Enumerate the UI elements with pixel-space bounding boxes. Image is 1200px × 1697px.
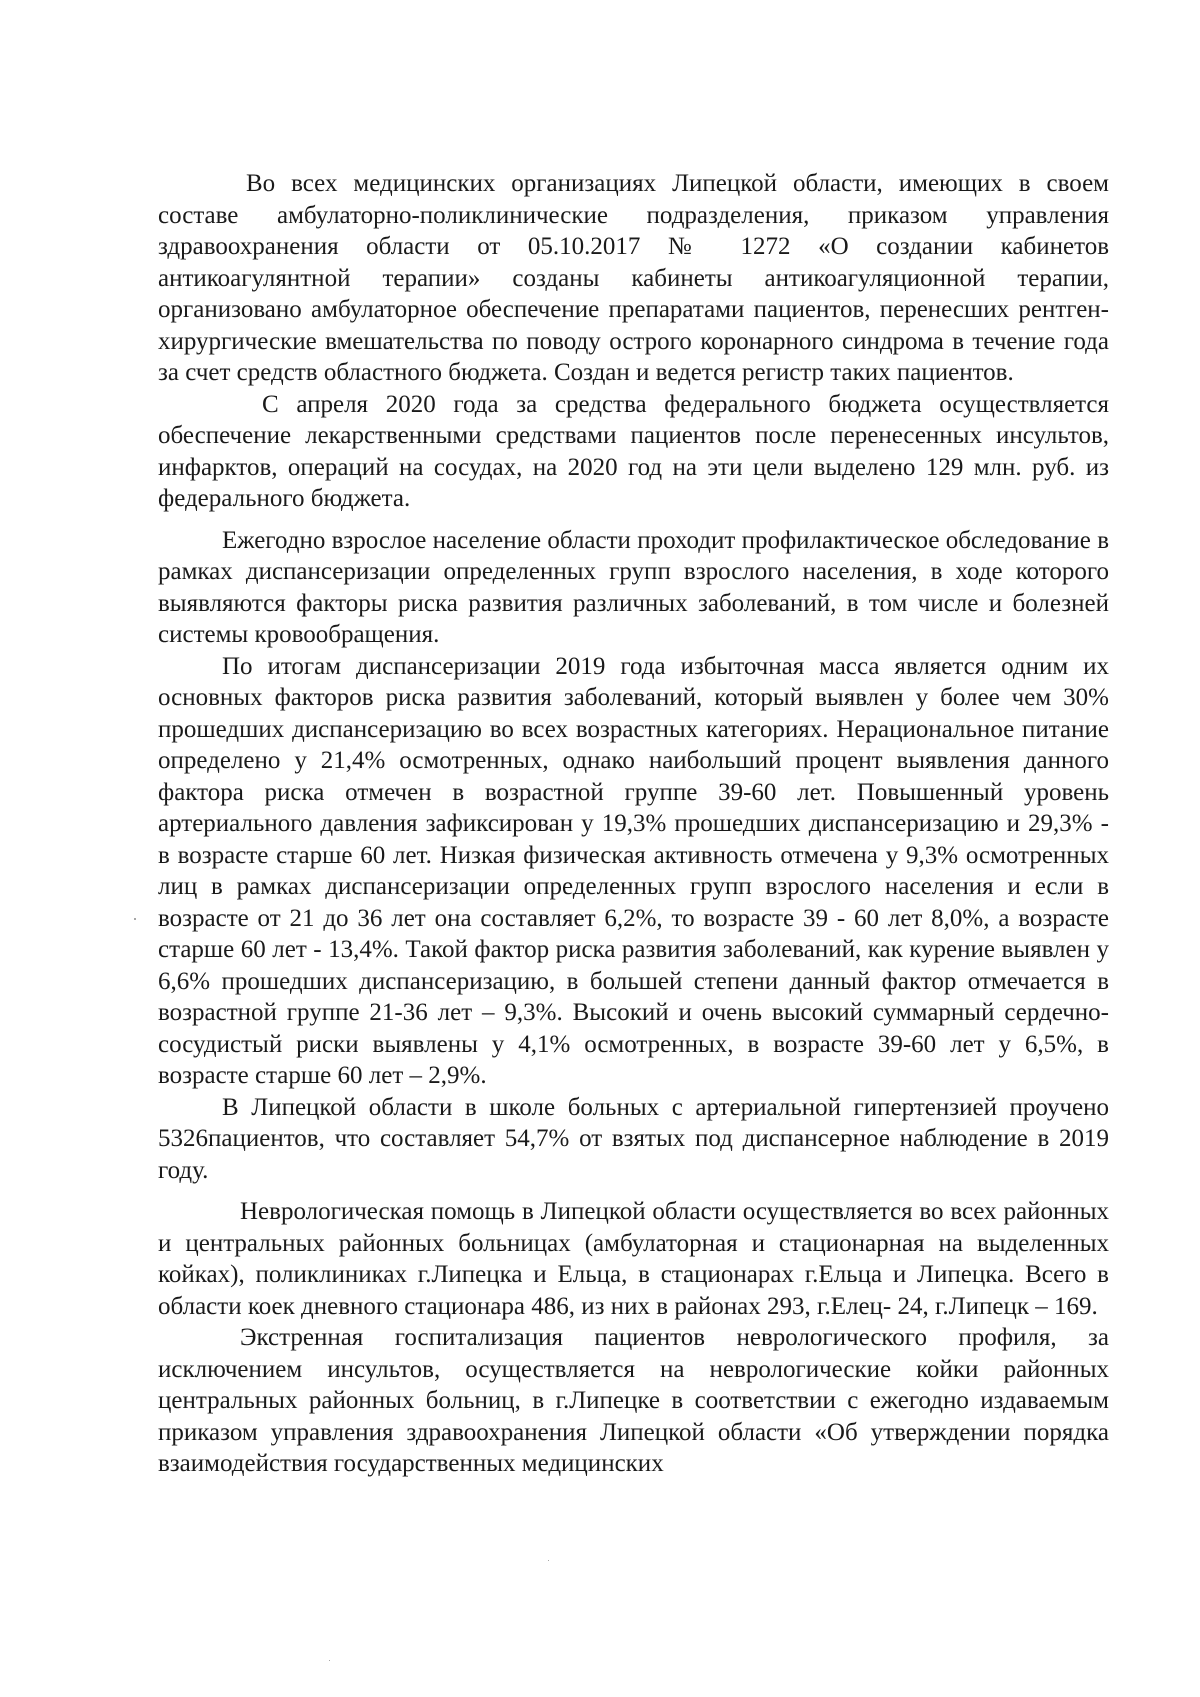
paragraph-federal-drug-supply: С апреля 2020 года за средства федерального бюджета осуществляется обеспечение лекарственными средствами пациентов после перенесенных инсультов, инфарктов, операций на сосудах, на 2020 год на эти цели выделено 129 млн. руб. из федерального бюджета. <box>158 390 1109 512</box>
paragraph-neurological-care: Неврологическая помощь в Липецкой области осуществляется во всех районных и центральных районных больницах (амбулаторная и стационарная на выделенных койках), поликлиниках г.Липецка и Ельца, в стационарах г.Ельца и Липецка. Всего в области коек дневного стационара 486, из них в районах 293, г.Елец- 24, г.Липецк – 169. <box>158 1198 1109 1320</box>
document-body <box>158 168 1109 1480</box>
scan-speck <box>329 1660 330 1661</box>
scan-speck <box>548 1560 549 1561</box>
paragraph-screening-results-2019: По итогам диспансеризации 2019 года избыточная масса является одним их основных факторов риска развития заболеваний, который выявлен у более чем 30% прошедших диспансеризацию во всех возрастных категориях. Нерациональное питание определено у 21,4% осмотренных, однако наибольший процент выявления данного фактора риска отмечен в возрастной группе 39-60 лет. Повышенный уровень артериального давления зафиксирован у 19,3% прошедших диспансеризацию и 29,3% - в возрасте старше 60 лет. Низкая физическая активность отмечена у 9,3% осмотренных лиц в рамках диспансеризации определенных групп взрослого населения и если в возрасте от 21 до 36 лет она составляет 6,2%, то возрасте 39 - 60 лет 8,0%, а возрасте старше 60 лет - 13,4%. Такой фактор риска развития заболеваний, как курение выявлен у 6,6% прошедших диспансеризацию, в большей степени данный фактор отмечается в возрастной группе 21-36 лет – 9,3%. Высокий и очень высокий суммарный сердечно-сосудистый риски выявлены у 4,1% осмотренных, в возрасте 39-60 лет у 6,5%, в возрасте старше 60 лет – 2,9%. <box>158 652 1109 1089</box>
paragraph-emergency-hospitalization: Экстренная госпитализация пациентов неврологического профиля, за исключением инсультов, осуществляется на неврологические койки районных центральных районных больниц, в г.Липецке в соответствии с ежегодно издаваемым приказом управления здравоохранения Липецкой области «Об утверждении порядка взаимодействия государственных медицинских <box>158 1324 1109 1477</box>
scan-speck <box>134 918 136 920</box>
paragraph-hypertension-school: В Липецкой области в школе больных с артериальной гипертензией проучено 5326пациентов, что составляет 54,7% от взятых под диспансерное наблюдение в 2019 году. <box>158 1093 1109 1184</box>
paragraph-anticoagulant-offices: Во всех медицинских организациях Липецкой области, имеющих в своем составе амбулаторно-поликлинические подразделения, приказом управления здравоохранения области от 05.10.2017 № 1272 «О создании кабинетов антикоагулянтной терапии» созданы кабинеты антикоагуляционной терапии, организовано амбулаторное обеспечение препаратами пациентов, перенесших рентген-хирургические вмешательства по поводу острого коронарного синдрома в течение года за счет средств областного бюджета. Создан и ведется регистр таких пациентов. <box>158 170 1109 386</box>
paragraph-annual-screening: Ежегодно взрослое население области проходит профилактическое обследование в рамках диспансеризации определенных групп взрослого населения, в ходе которого выявляются факторы риска развития различных заболеваний, в том числе и болезней системы кровообращения. <box>158 526 1109 648</box>
